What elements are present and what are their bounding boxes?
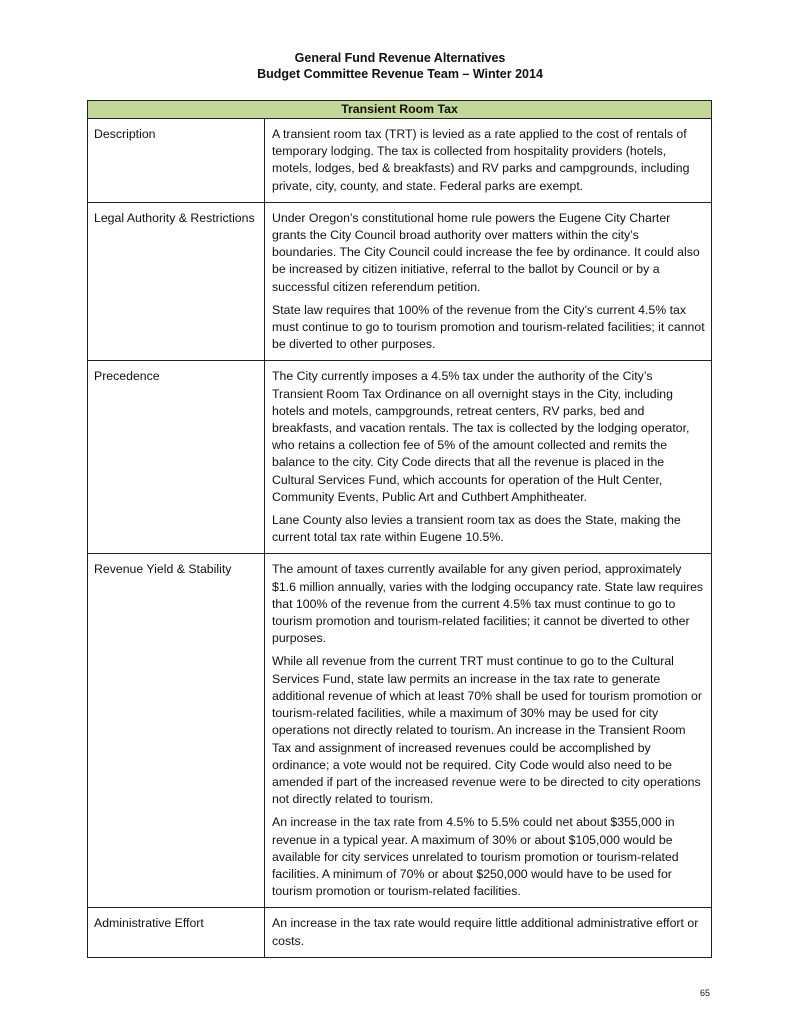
table-row-description [88, 119, 712, 203]
document-header [0, 50, 800, 82]
row-content [265, 119, 712, 203]
paragraph: A transient room tax (TRT) is levied as a rate applied to the cost of rentals of temporary lodging. The tax is collected from hospitality providers (hotels, motels, lodges, bed & breakfasts) and RV parks and campgrounds, including private, city, county, and state. Federal parks are exempt. [272, 127, 690, 193]
paragraph: The amount of taxes currently available for any given period, approximately $1.6 million annually, varies with the lodging occupancy rate. State law requires that 100% of the revenue from the current 4.5% tax must continue to go to tourism promotion and tourism-related facilities; it cannot be diverted to other purposes. [272, 562, 704, 646]
table-heading: Transient Room Tax [88, 101, 712, 119]
row-label: Description [88, 119, 265, 203]
paragraph: The City currently imposes a 4.5% tax under the authority of the City’s Transient Room Tax Ordinance on all overnight stays in the City, including hotels and motels, campgrounds, retreat centers, RV parks, bed and breakfasts, and vacation rentals. The tax is collected by the lodging operator, who retains a collection fee of 5% of the amount collected and remits the balance to the city. City Code directs that all the revenue is placed in the Cultural Services Fund, which accounts for operation of the Hult Center, Community Events, Public Art and Cuthbert Amphitheater. [272, 369, 690, 504]
document-subtitle: Budget Committee Revenue Team – Winter 2014 [257, 67, 543, 81]
row-content [265, 908, 712, 957]
row-label: Revenue Yield & Stability [88, 554, 265, 908]
document-title: General Fund Revenue Alternatives [294, 51, 506, 65]
revenue-alternative-table [87, 100, 712, 958]
paragraph: State law requires that 100% of the revenue from the City’s current 4.5% tax must continue to go to tourism promotion and tourism-related facilities; it cannot be diverted to other purposes. [272, 302, 705, 352]
row-content [265, 554, 712, 908]
row-label: Administrative Effort [88, 908, 265, 957]
row-content [265, 361, 712, 554]
paragraph: Under Oregon’s constitutional home rule powers the Eugene City Charter grants the City Council broad authority over matters within the city’s boundaries. The City Council could increase the fee by ordinance. It could also be increased by citizen initiative, referral to the ballot by Council or by a successful citizen referendum petition. [272, 210, 700, 294]
table-heading-row [88, 101, 712, 119]
table-row-administrative-effort [88, 908, 712, 957]
page-number: 65 [699, 988, 710, 998]
table-row-precedence [88, 361, 712, 554]
table-row-revenue-yield [88, 554, 712, 908]
row-label: Legal Authority & Restrictions [88, 202, 265, 361]
paragraph: An increase in the tax rate from 4.5% to 5.5% could net about $355,000 in revenue in a typical year. A maximum of 30% or about $105,000 would be available for city services unrelated to tourism promotion or tourism-related facilities. A minimum of 70% or about $250,000 would have to be used for tourism promotion or tourism-related facilities. [272, 815, 679, 899]
paragraph: Lane County also levies a transient room tax as does the State, making the current total tax rate within Eugene 10.5%. [272, 513, 681, 545]
paragraph: An increase in the tax rate would require little additional administrative effort or costs. [272, 916, 699, 948]
paragraph: While all revenue from the current TRT must continue to go to the Cultural Services Fund, state law permits an increase in the tax rate to generate additional revenue of which at least 70% shall be used for tourism promotion or tourism-related facilities, while a maximum of 30% may be used for city operations not directly related to tourism. An increase in the Transient Room Tax and assignment of increased revenues could be accomplished by ordinance; a vote would not be required. City Code would also need to be amended if part of the increased revenue were to be directed to city operations not directly related to tourism. [272, 654, 702, 807]
row-content [265, 202, 712, 361]
row-label: Precedence [88, 361, 265, 554]
table-row-legal-authority [88, 202, 712, 361]
